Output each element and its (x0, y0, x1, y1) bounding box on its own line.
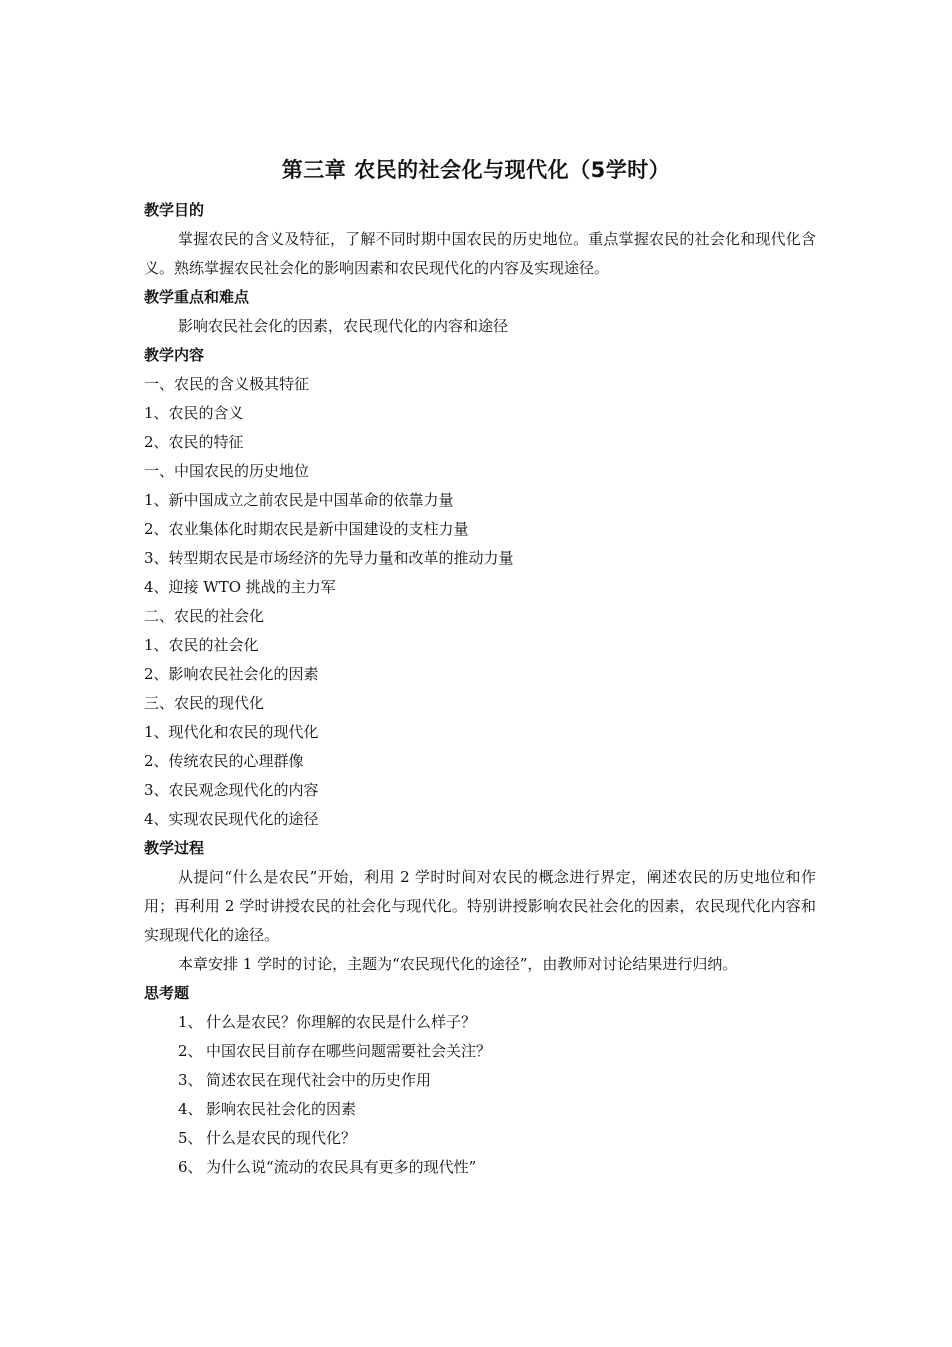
document-body (144, 196, 816, 1182)
keypoints-heading: 教学重点和难点 (144, 288, 250, 306)
contents-line: 4、迎接 WTO 挑战的主力军 (144, 578, 336, 596)
question-item (144, 1095, 816, 1124)
question-number: 4、 (178, 1100, 203, 1118)
question-number: 5、 (178, 1129, 203, 1147)
process-section (144, 834, 816, 979)
questions-section (144, 979, 816, 1182)
contents-line: 一、农民的含义极其特征 (144, 375, 310, 393)
contents-line: 一、中国农民的历史地位 (144, 462, 310, 480)
contents-line: 2、农业集体化时期农民是新中国建设的支柱力量 (144, 520, 469, 538)
question-item (144, 1124, 816, 1153)
question-text: 影响农民社会化的因素 (206, 1100, 357, 1118)
question-text: 什么是农民？你理解的农民是什么样子？ (206, 1013, 477, 1031)
contents-line: 2、农民的特征 (144, 433, 244, 451)
question-text: 简述农民在现代社会中的历史作用 (206, 1071, 432, 1089)
objective-section (144, 196, 816, 283)
contents-line: 1、新中国成立之前农民是中国革命的依靠力量 (144, 491, 454, 509)
question-text: 为什么说“流动的农民具有更多的现代性” (206, 1158, 477, 1176)
question-item (144, 1066, 816, 1095)
process-paragraph: 从提问“什么是农民”开始，利用 2 学时时间对农民的概念进行界定，阐述农民的历史地位和作用；再利用 2 学时讲授农民的社会化与现代化。特别讲授影响农民社会化的因素，农民现代化内容和实现现代化的途径。 (144, 868, 816, 944)
question-number: 3、 (178, 1071, 203, 1089)
question-number: 2、 (178, 1042, 203, 1060)
question-number: 6、 (178, 1158, 203, 1176)
process-paragraph: 本章安排 1 学时的讨论，主题为“农民现代化的途径”，由教师对讨论结果进行归纳。 (178, 955, 738, 973)
question-item (144, 1153, 816, 1182)
contents-heading: 教学内容 (144, 346, 205, 364)
keypoints-section (144, 283, 816, 341)
contents-line: 4、实现农民现代化的途径 (144, 810, 319, 828)
question-item (144, 1037, 816, 1066)
contents-line: 2、传统农民的心理群像 (144, 752, 304, 770)
contents-line: 3、农民观念现代化的内容 (144, 781, 319, 799)
contents-line: 二、农民的社会化 (144, 607, 265, 625)
contents-line: 1、农民的含义 (144, 404, 244, 422)
contents-line: 2、影响农民社会化的因素 (144, 665, 319, 683)
chapter-title: 第三章 农民的社会化与现代化（5学时） (281, 158, 671, 183)
process-heading: 教学过程 (144, 839, 205, 857)
contents-line: 三、农民的现代化 (144, 694, 265, 712)
contents-line: 1、农民的社会化 (144, 636, 259, 654)
contents-section (144, 341, 816, 834)
question-text: 什么是农民的现代化？ (206, 1129, 357, 1147)
question-number: 1、 (178, 1013, 203, 1031)
keypoints-text: 影响农民社会化的因素，农民现代化的内容和途径 (178, 317, 509, 335)
question-item (144, 1008, 816, 1037)
objective-heading: 教学目的 (144, 201, 205, 219)
contents-line: 3、转型期农民是市场经济的先导力量和改革的推动力量 (144, 549, 514, 567)
objective-text: 掌握农民的含义及特征，了解不同时期中国农民的历史地位。重点掌握农民的社会化和现代化含义。熟练掌握农民社会化的影响因素和农民现代化的内容及实现途径。 (144, 230, 816, 277)
question-text: 中国农民目前存在哪些问题需要社会关注？ (206, 1042, 492, 1060)
contents-line: 1、现代化和农民的现代化 (144, 723, 319, 741)
questions-list (144, 1008, 816, 1182)
questions-heading: 思考题 (144, 984, 190, 1002)
